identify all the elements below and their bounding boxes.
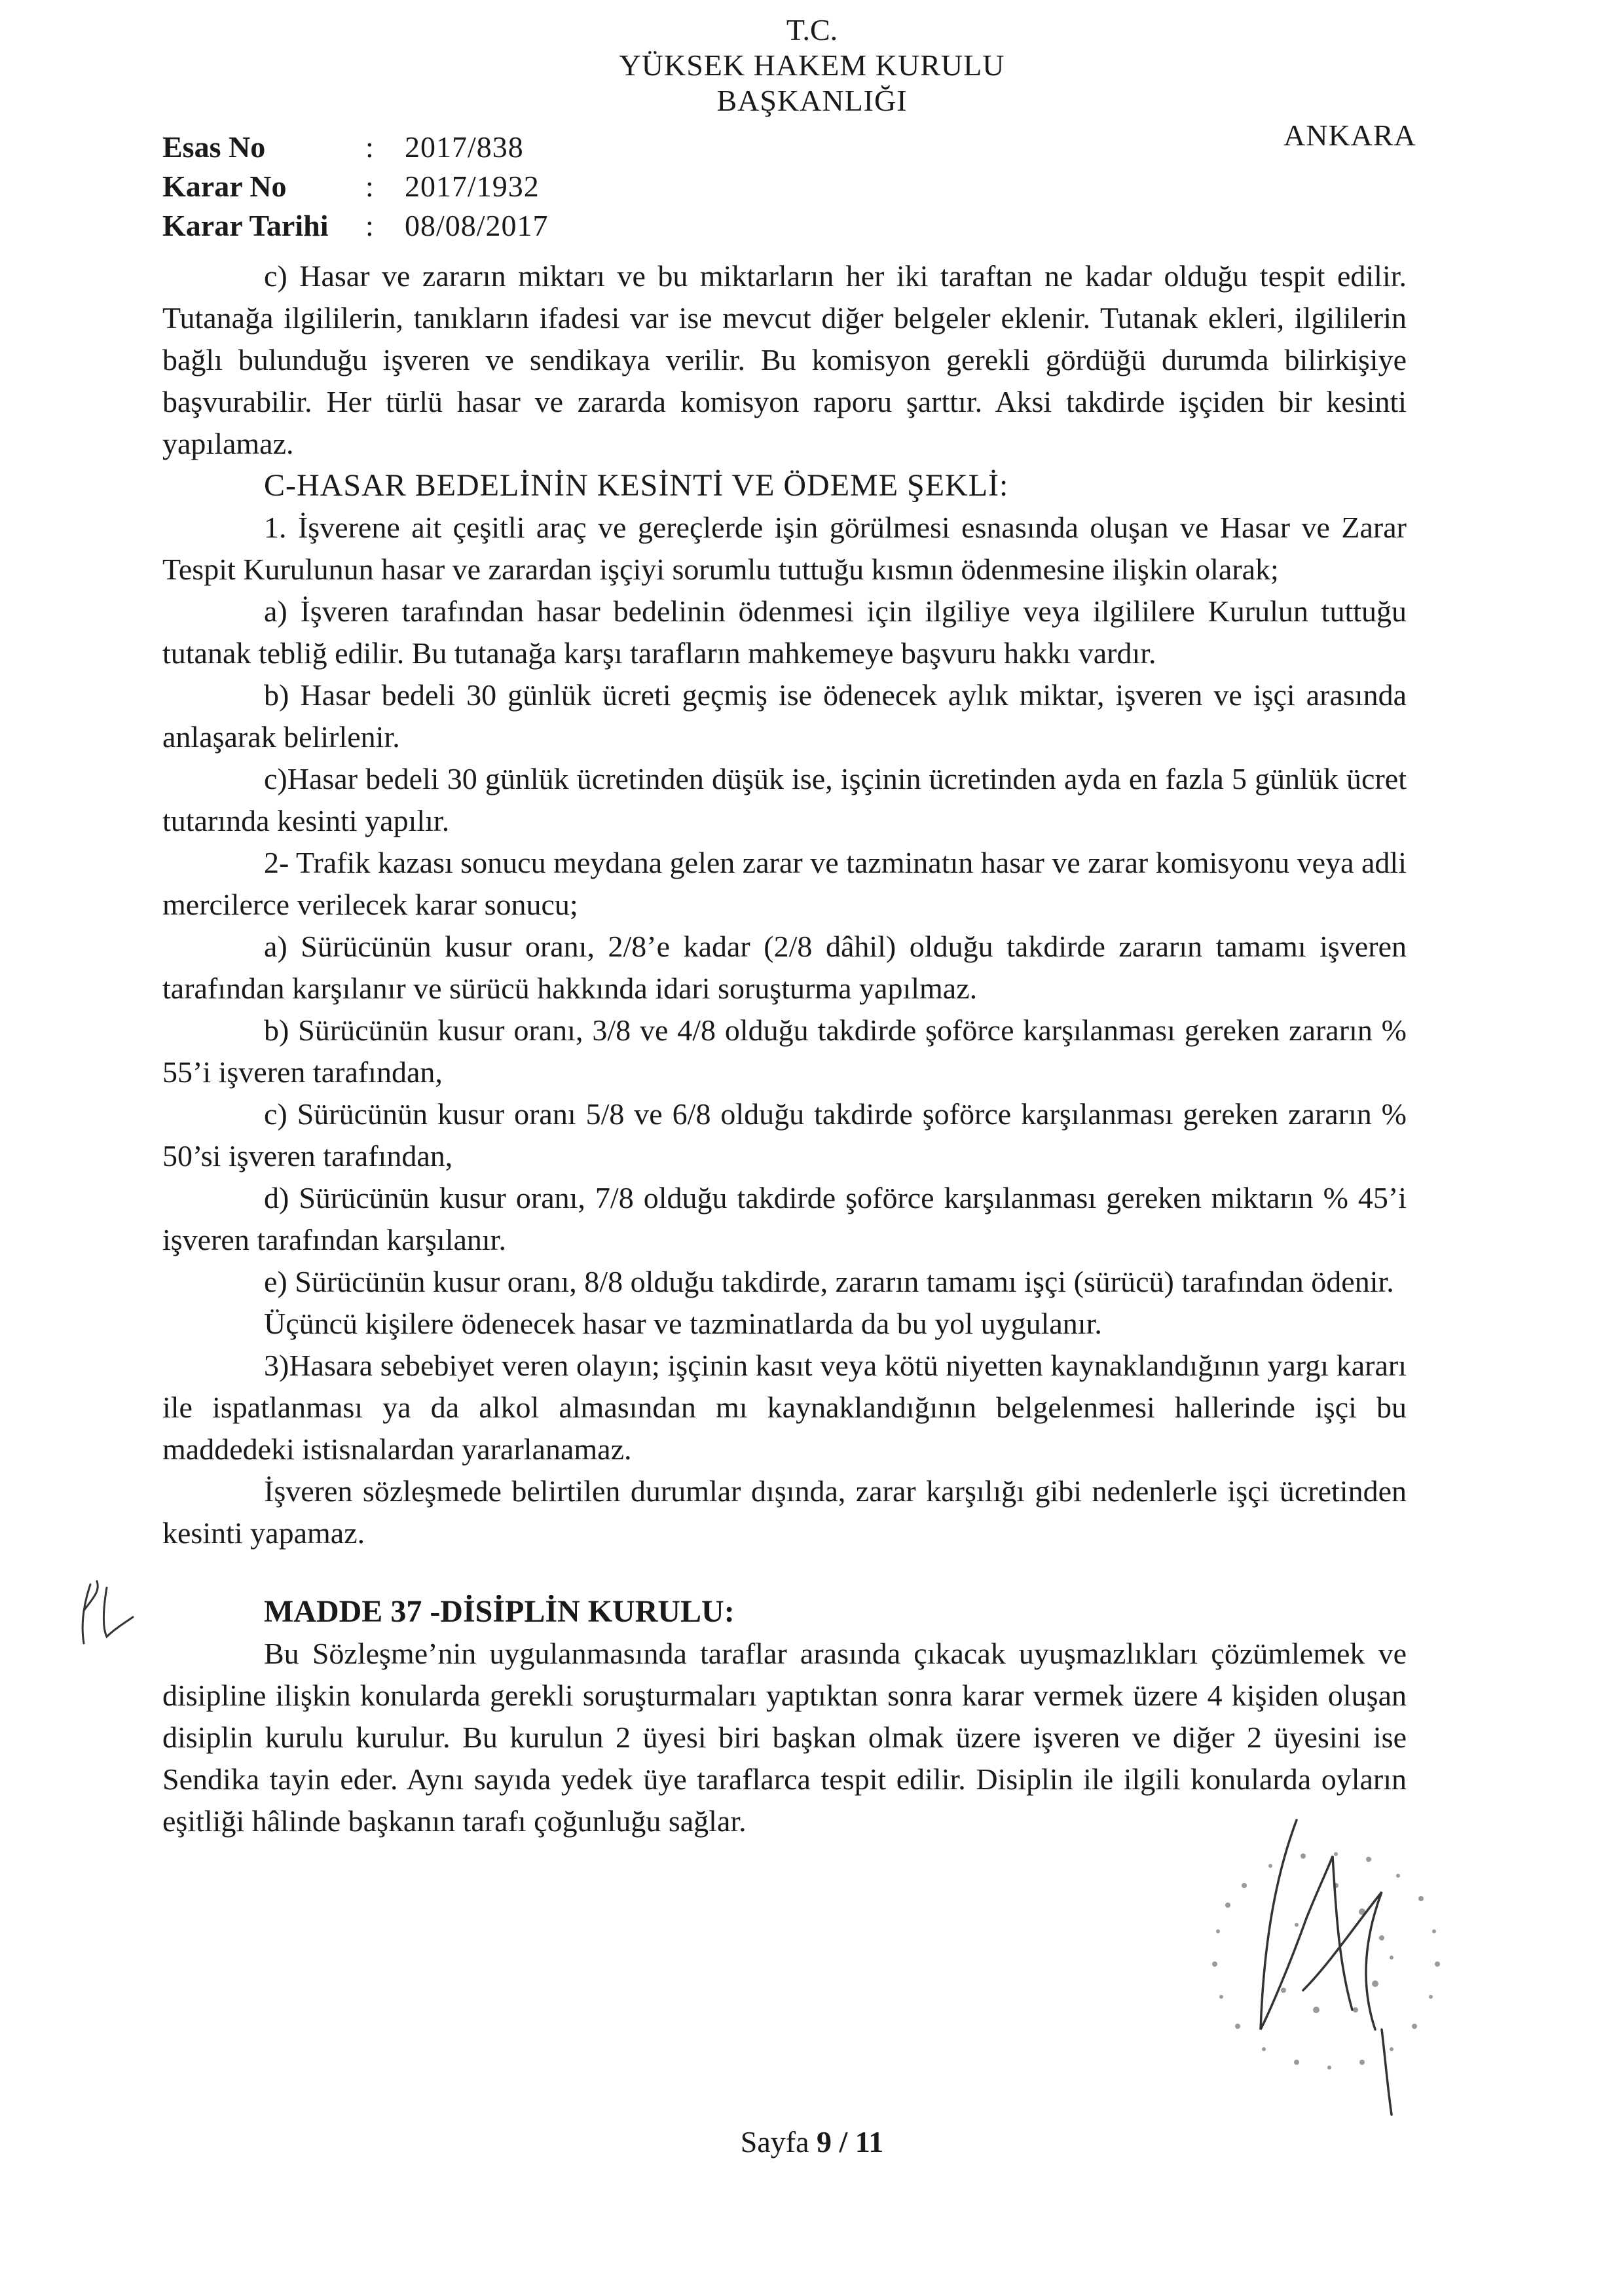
footer-prefix: Sayfa [740,2125,809,2159]
paragraph: b) Sürücünün kusur oranı, 3/8 ve 4/8 olduğu takdirde şoförce karşılanması gereken zararın % 55’i işveren tarafından, [162,1013,1407,1089]
margin-initials-icon [71,1571,143,1650]
seal-stamp-icon [1166,1794,1480,2134]
paragraph: 3)Hasara sebebiyet veren olayın; işçinin kasıt veya kötü niyetten kaynaklandığının yargı kararı ile ispatlanması ya da alkol almasından mı kaynaklandığının belgelenmesi hallerinde işçi bu maddedeki istisnalardan yararlanamaz. [162,1349,1407,1466]
paragraph: c)Hasar bedeli 30 günlük ücretinden düşük ise, işçinin ücretinden ayda en fazla 5 günlük ücret tutarında kesinti yapılır. [162,762,1407,837]
paragraph: e) Sürücünün kusur oranı, 8/8 olduğu takdirde, zararın tamamı işçi (sürücü) tarafından ödenir. [264,1265,1394,1298]
meta-label: Karar Tarihi [162,209,329,242]
paragraph: Üçüncü kişilere ödenecek hasar ve tazminatlarda da bu yol uygulanır. [264,1307,1102,1340]
paragraph: a) Sürücünün kusur oranı, 2/8’e kadar (2/8 dâhil) olduğu takdirde zararın tamamı işveren tarafından karşılanır ve sürücü hakkında idari soruşturma yapılmaz. [162,930,1407,1005]
header-organization: YÜKSEK HAKEM KURULU [619,48,1005,82]
meta-separator: : [365,170,374,203]
paragraph: İşveren sözleşmede belirtilen durumlar dışında, zarar karşılığı gibi nedenlerle işçi ücretinden kesinti yapamaz. [162,1474,1407,1550]
meta-separator: : [365,209,374,242]
header-city: ANKARA [1283,118,1416,152]
paragraph: Bu Sözleşme’nin uygulanmasında taraflar arasında çıkacak uyuşmazlıkları çözümlemek ve disipline ilişkin konularda gerekli soruşturmaları yaptıktan sonra karar vermek üzere 4 kişiden oluşan disiplin kurulu kurulur. Bu kurulun 2 üyesi biri başkan olmak üzere işveren ve diğer 2 üyesini ise Sendika tayin eder. Aynı sayıda yedek üye taraflarca tespit edilir. Disiplin ile ilgili konularda oyların eşitliği hâlinde başkanın tarafı çoğunluğu sağlar. [162,1637,1407,1838]
meta-row-esas [162,128,549,167]
case-metadata [162,128,549,246]
meta-value: 08/08/2017 [405,209,549,242]
meta-value: 2017/1932 [405,170,540,203]
page-number: 9 / 11 [817,2125,884,2159]
header-department: BAŞKANLIĞI [716,84,908,117]
paragraph: c) Hasar ve zararın miktarı ve bu miktarların her iki taraftan ne kadar olduğu tespit edilir. Tutanağa ilgililerin, tanıkların ifadesi var ise mevcut diğer belgeler eklenir. Tutanak ekleri, ilgililerin bağlı bulunduğu işveren ve sendikaya verilir. Bu komisyon gerekli gördüğü durumda bilirkişiye başvurabilir. Her türlü hasar ve zararda komisyon raporu şarttır. Aksi takdirde işçiden bir kesinti yapılamaz. [162,259,1407,460]
page-footer [0,2124,1624,2159]
header-tc: T.C. [786,13,838,46]
meta-value: 2017/838 [405,130,524,164]
document-body [162,255,1407,1842]
meta-label: Karar No [162,170,287,203]
paragraph: 2- Trafik kazası sonucu meydana gelen zarar ve tazminatın hasar ve zarar komisyonu veya adli mercilerce verilecek karar sonucu; [162,846,1407,921]
paragraph: b) Hasar bedeli 30 günlük ücreti geçmiş ise ödenecek aylık miktar, işveren ve işçi arasında anlaşarak belirlenir. [162,678,1407,754]
meta-separator: : [365,130,374,164]
paragraph: a) İşveren tarafından hasar bedelinin ödenmesi için ilgiliye veya ilgililere Kurulun tuttuğu tutanak tebliğ edilir. Bu tutanağa karşı tarafların mahkemeye başvuru hakkı vardır. [162,594,1407,670]
section-heading: C-HASAR BEDELİNİN KESİNTİ VE ÖDEME ŞEKLİ: [264,468,1009,503]
article-heading: MADDE 37 -DİSİPLİN KURULU: [264,1594,735,1629]
paragraph: d) Sürücünün kusur oranı, 7/8 olduğu takdirde şoförce karşılanması gereken miktarın % 45’i işveren tarafından karşılanır. [162,1181,1407,1256]
meta-row-karar [162,167,549,206]
paragraph: c) Sürücünün kusur oranı 5/8 ve 6/8 olduğu takdirde şoförce karşılanması gereken zararın % 50’si işveren tarafından, [162,1097,1407,1173]
paragraph: 1. İşverene ait çeşitli araç ve gereçlerde işin görülmesi esnasında oluşan ve Hasar ve Zarar Tespit Kurulunun hasar ve zarardan işçiyi sorumlu tuttuğu kısmın ödenmesine ilişkin olarak; [162,511,1407,586]
meta-row-karar-tarihi [162,206,549,246]
meta-label: Esas No [162,130,266,164]
